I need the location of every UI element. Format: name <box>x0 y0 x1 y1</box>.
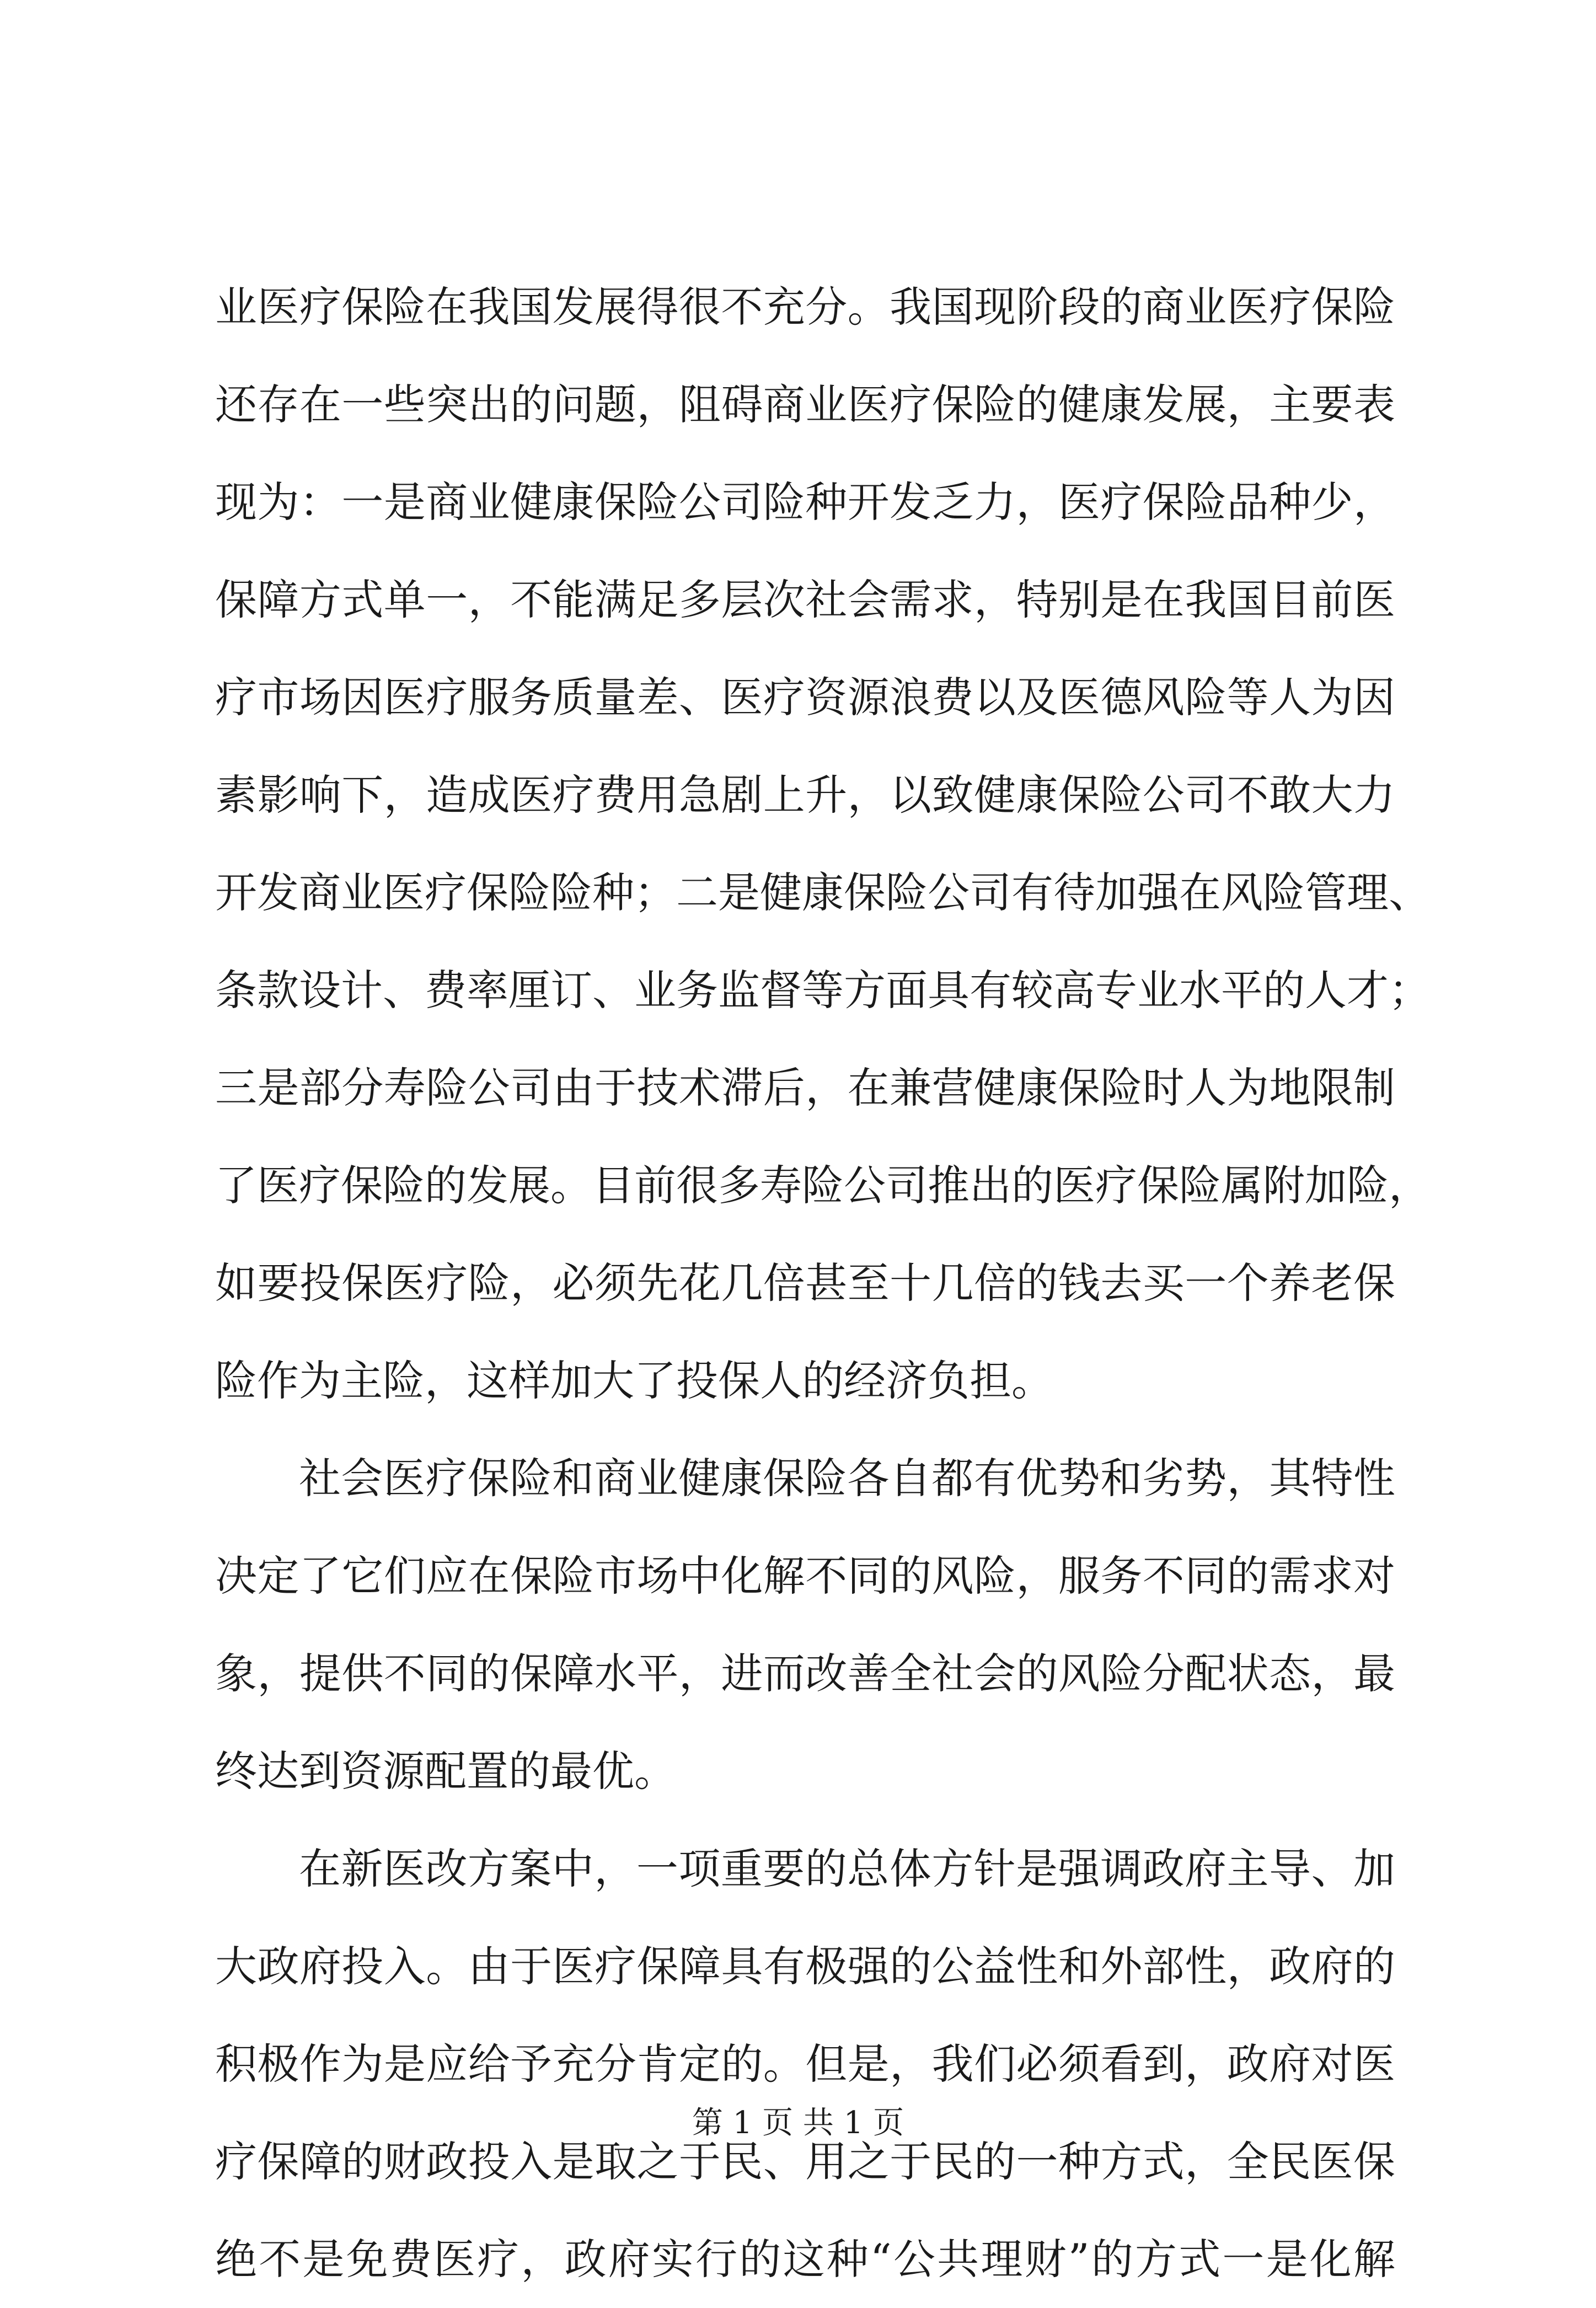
text-line: 现为：一是商业健康保险公司险种开发乏力，医疗保险品种少， <box>215 478 1395 527</box>
text-line: 决定了它们应在保险市场中化解不同的风险，服务不同的需求对 <box>215 1551 1395 1600</box>
text-line: 象，提供不同的保障水平，进而改善全社会的风险分配状态，最 <box>215 1649 1395 1698</box>
page-number-label: 第 1 页 共 1 页 <box>692 2105 904 2141</box>
text-line: 疗保障的财政投入是取之于民、用之于民的一种方式，全民医保 <box>215 2137 1395 2186</box>
text-line: 三是部分寿险公司由于技术滞后，在兼营健康保险时人为地限制 <box>215 1063 1395 1112</box>
text-line: 社会医疗保险和商业健康保险各自都有优势和劣势，其特性 <box>299 1454 1395 1503</box>
text-line: 绝不是免费医疗，政府实行的这种“公共理财”的方式一是化解 <box>215 2235 1395 2284</box>
text-line: 终达到资源配置的最优。 <box>215 1747 676 1796</box>
text-line: 业医疗保险在我国发展得很不充分。我国现阶段的商业医疗保险 <box>215 282 1395 331</box>
text-line: 大政府投入。由于医疗保障具有极强的公益性和外部性，政府的 <box>215 1942 1395 1991</box>
text-line: 在新医改方案中，一项重要的总体方针是强调政府主导、加 <box>299 1844 1395 1893</box>
text-line: 疗市场因医疗服务质量差、医疗资源浪费以及医德风险等人为因 <box>215 673 1395 722</box>
text-line: 还存在一些突出的问题，阻碍商业医疗保险的健康发展，主要表 <box>215 380 1395 429</box>
text-line: 保障方式单一，不能满足多层次社会需求，特别是在我国目前医 <box>215 575 1395 624</box>
text-line: 了医疗保险的发展。目前很多寿险公司推出的医疗保险属附加险， <box>215 1161 1431 1210</box>
text-line: 开发商业医疗保险险种；二是健康保险公司有待加强在风险管理、 <box>215 868 1431 917</box>
text-line: 素影响下，造成医疗费用急剧上升，以致健康保险公司不敢大力 <box>215 770 1395 820</box>
text-line: 条款设计、费率厘订、业务监督等方面具有较高专业水平的人才； <box>215 966 1431 1015</box>
document-body <box>215 258 1431 2308</box>
paragraph-1 <box>215 258 1431 1429</box>
paragraph-2 <box>215 1429 1395 1820</box>
paragraph-3 <box>215 1820 1395 2308</box>
page-footer <box>0 2104 1596 2143</box>
text-line: 积极作为是应给予充分肯定的。但是，我们必须看到，政府对医 <box>215 2039 1395 2089</box>
text-line: 险作为主险，这样加大了投保人的经济负担。 <box>215 1356 1053 1405</box>
text-line: 如要投保医疗险，必须先花几倍甚至十几倍的钱去买一个养老保 <box>215 1259 1395 1308</box>
